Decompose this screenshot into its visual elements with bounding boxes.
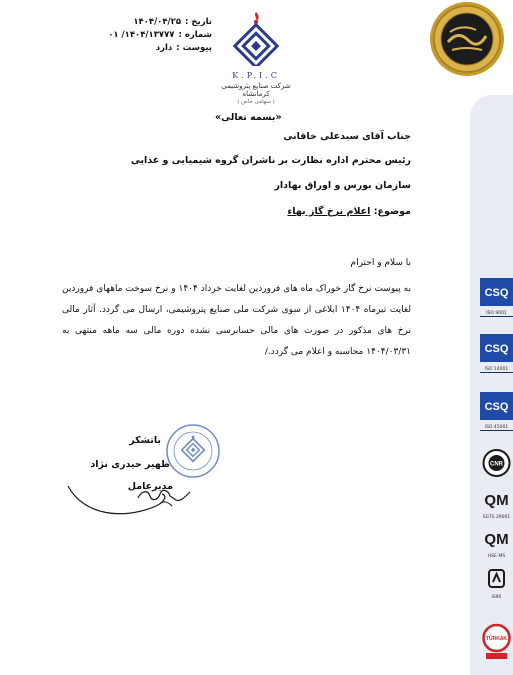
signer-name: ظهیر حیدری نژاد — [90, 459, 170, 470]
subject-line — [287, 206, 411, 217]
closing-thanks: باتشکر — [129, 435, 161, 446]
csq-logo-icon — [480, 334, 513, 362]
company-acronym: K.P.I.C — [232, 71, 280, 80]
svg-text:CSQ: CSQ — [484, 401, 509, 413]
qm-logo-icon — [480, 527, 513, 549]
date-label: تاریخ : — [185, 17, 212, 27]
reference-block — [92, 16, 212, 55]
number-value: ۱۴۰۴/۱۳۷۷۷/ ۰۱ — [108, 30, 175, 40]
csq-logo-icon — [480, 278, 513, 306]
signer-title: مدیرعامل — [127, 481, 173, 492]
kpic-logo-icon — [231, 10, 281, 66]
qm-logo-icon — [480, 488, 513, 510]
letter-body: به پیوست نرخ گاز خوراک ماه های فروردین لغایت خرداد ۱۴۰۴ و نرخ سوخت ماههای فروردین لغایت تیرماه ۱۴۰۴ ابلاغی از سوی شرکت ملی صنایع پتروشیمی، ارسال می گردد. آثار مالی نرخ های مذکور در صورت های مالی حسابرسی نشده دوره مالی سه ماهه منتهی به ۱۴۰۴/۰۳/۳۱ محاسبه و اعلام می گردد./ — [62, 284, 411, 357]
svg-text:CSQ: CSQ — [484, 343, 509, 355]
attachment-label: پیوست : — [176, 43, 212, 53]
turkak-logo-icon — [480, 622, 513, 662]
company-logo — [213, 10, 299, 105]
svg-text:QM: QM — [484, 492, 509, 509]
qm-sgts-badge: QM SGTS 29001 — [480, 488, 513, 520]
svg-text:TÜRKAK: TÜRKAK — [485, 636, 508, 642]
isiri-badge: ISIRI — [480, 568, 513, 600]
addressee-organization: سازمان بورس و اوراق بهادار — [274, 180, 411, 191]
subject-label: موضوع: — [373, 206, 411, 217]
csq-iso14001-badge: CSQ ISO 14001 — [480, 334, 513, 373]
svg-text:QM: QM — [484, 531, 509, 548]
csq-iso45001-badge: CSQ ISO 45001 — [480, 392, 513, 431]
cnr-badge — [480, 448, 513, 482]
handwritten-signature-icon — [64, 476, 194, 520]
addressee-name: جناب آقای سیدعلی خاقانی — [283, 131, 411, 142]
greeting: با سلام و احترام — [350, 258, 411, 268]
csq-logo-icon — [480, 392, 513, 420]
addressee-position: رئیس محترم اداره نظارت بر ناشران گروه شیمیایی و غذایی — [130, 155, 411, 166]
company-stamp-icon — [165, 423, 221, 479]
number-label: شماره : — [178, 30, 212, 40]
subject-value: اعلام نرخ گاز بهاء — [287, 206, 371, 217]
bismillah-heading: «بسمه تعالی» — [215, 112, 282, 123]
company-name: شرکت صنایع پتروشیمی کرمانشاه — [221, 82, 291, 98]
round-cert-icon — [480, 448, 513, 478]
date-value: ۱۴۰۴/۰۴/۲۵ — [133, 17, 182, 27]
svg-text:CNR: CNR — [490, 461, 503, 468]
qm-hse-badge: QM HSE-MS — [480, 527, 513, 559]
attachment-value: دارد — [155, 43, 173, 53]
gold-seal-icon — [428, 0, 506, 78]
company-type: ( سهامی خاص ) — [237, 99, 275, 105]
isiri-logo-icon — [480, 568, 513, 590]
turkak-badge — [480, 622, 513, 666]
csq-iso9001-badge: CSQ ISO 9001 — [480, 278, 513, 317]
svg-text:CSQ: CSQ — [484, 287, 509, 299]
